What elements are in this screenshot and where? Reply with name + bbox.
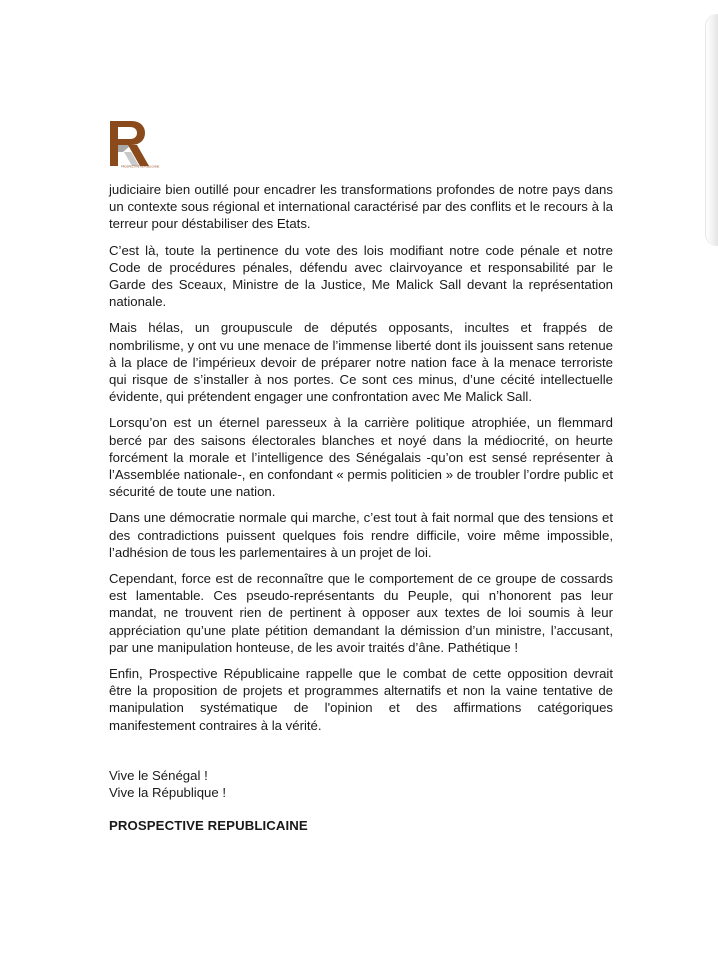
paragraph-4: Lorsqu’on est un éternel paresseux à la carrière politique atrophiée, un flemmard bercé par des saisons électorales blanches et noyé dans la médiocrité, on heurte forcément la morale et l’intelligence des Sénégalais -qu’on est sensé représenter à l’Assemblée nationale-, en confondant « permis politicien » de troubler l’ordre public et sécurité de toute une nation. (109, 415, 613, 500)
closing-line-senegal: Vive le Sénégal ! (109, 767, 208, 783)
closing-line-republique: Vive la République ! (109, 785, 227, 801)
signature: PROSPECTIVE REPUBLICAINE (109, 818, 308, 834)
closing-lines (109, 767, 613, 801)
paragraph-2: C’est là, toute la pertinence du vote des lois modifiant notre code pénale et notre Code de procédures pénales, défendu avec clairvoyance et responsabilité par le Garde des Sceaux, Ministre de la Justice, Me Malick Sall devant la représentation nationale. (109, 242, 613, 310)
paragraph-7: Enfin, Prospective Républicaine rappelle que le combat de cette opposition devrait être la proposition de projets et programmes alternatifs et non la vaine tentative de manipulation systématique de l'opinion et des affirmations catégoriques manifestement contraires à la vérité. (109, 666, 613, 733)
paragraph-6: Cependant, force est de reconnaître que le comportement de ce groupe de cossards est lamentable. Ces pseudo-représentants du Peuple, qui n’honorent pas leur mandat, ne trouvent rien de pertinent à opposer aux textes de loi soumis à leur appréciation qu’une plate pétition demandant la démission d’un ministre, l’accusant, par une manipulation honteuse, de les avoir traités d’âne. Pathétique ! (109, 571, 613, 655)
letter-body (109, 181, 613, 835)
page-edge-shadow (705, 14, 718, 246)
paragraph-5: Dans une démocratie normale qui marche, c’est tout à fait normal que des tensions et des contradictions puissent quelques fois rendre difficile, voire même impossible, l’adhésion de tous les parlementaires à un projet de loi. (109, 510, 613, 560)
paragraph-1: judiciaire bien outillé pour encadrer les transformations profondes de notre pays dans un contexte sous régional et international caractérisé par des conflits et le recours à la terreur pour déstabiliser des Etats. (109, 182, 613, 232)
svg-text:PROSPECTIVE RÉPUBLICAINE: PROSPECTIVE RÉPUBLICAINE (121, 165, 160, 169)
prospective-republicaine-logo (109, 119, 167, 169)
paragraph-3: Mais hélas, un groupuscule de députés opposants, incultes et frappés de nombrilisme, y ont vu une menace de l’immense liberté dont ils jouissent sans retenue à la place de l’impérieux devoir de préparer notre nation face à la menace terroriste qui risque de s’installer à nos portes. Ce sont ces minus, d’une cécité intellectuelle évidente, qui prétendent engager une confrontation avec Me Malick Sall. (109, 320, 613, 405)
